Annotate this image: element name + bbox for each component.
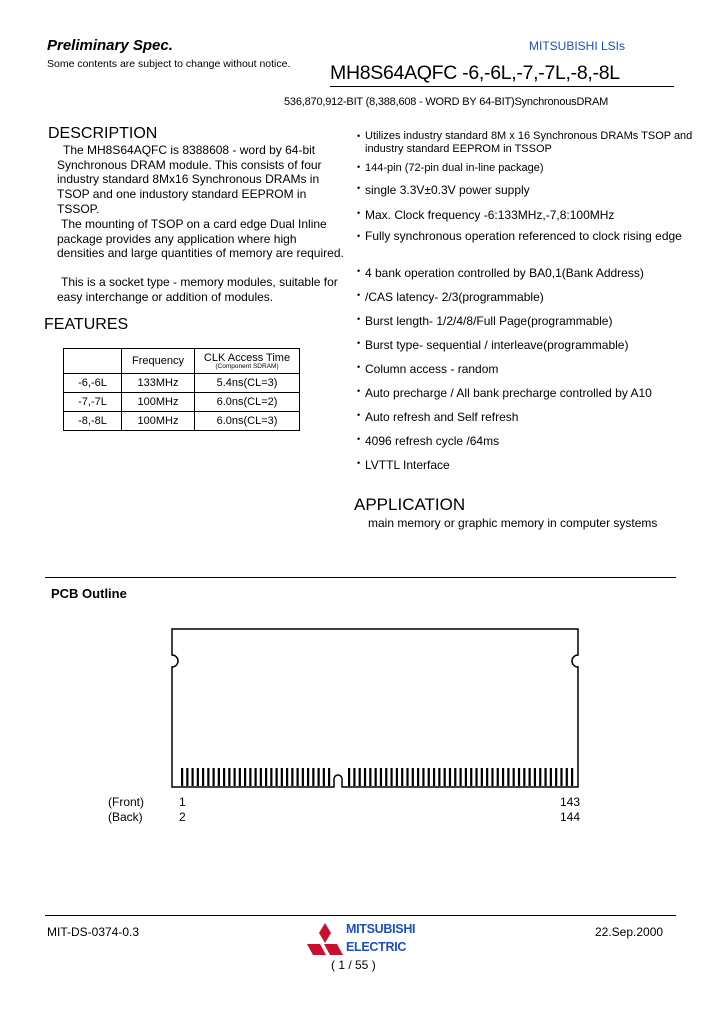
edge-pin [255,768,257,786]
edge-pin [291,768,293,786]
edge-pin [406,768,408,786]
edge-pin [529,768,531,786]
list-item: • 4096 refresh cycle /64ms [357,434,500,448]
table-cell: 6.0ns(CL=3) [195,412,300,431]
document-date: 22.Sep.2000 [595,925,664,939]
edge-pin [318,768,320,786]
edge-pin [270,768,272,786]
feature-text: 4096 refresh cycle /64ms [365,434,500,448]
list-item: • Max. Clock frequency -6:133MHz,-7,8:100MHz [357,208,615,222]
table-cell: 5.4ns(CL=3) [195,374,300,393]
edge-pin [523,768,525,786]
edge-pin [539,768,541,786]
edge-pin [197,768,199,786]
application-text: main memory or graphic memory in computer systems [368,516,658,530]
edge-pin [260,768,262,786]
edge-pin [396,768,398,786]
feature-text: Column access - random [365,362,499,376]
page-number: ( 1 / 55 ) [331,958,376,972]
edge-pin [460,768,462,786]
part-number-title: MH8S64AQFC -6,-6L,-7,-7L,-8,-8L [330,62,620,84]
list-item: • single 3.3V±0.3V power supply [357,183,530,197]
edge-pin [385,768,387,786]
part-subtitle: 536,870,912-BIT (8,388,608 - WORD BY 64-BIT)SynchronousDRAM [284,96,609,108]
edge-pin [550,768,552,786]
edge-pin [192,768,194,786]
table-header-cell: Frequency [122,349,195,374]
table-cell: 100MHz [122,412,195,431]
edge-pin [202,768,204,786]
list-item: • Utilizes industry standard 8M x 16 Synchronous DRAMs TSOP and industry standard EEPROM in TSSOP [357,130,693,155]
edge-pin [244,768,246,786]
table-cell: -6,-6L [64,374,122,393]
features-heading: FEATURES [44,316,129,333]
edge-pin [369,768,371,786]
description-paragraph-3: This is a socket type - memory modules, suitable for easy interchange or addition of modules. [57,275,338,304]
list-item: • Burst type- sequential / interleave(programmable) [357,338,629,352]
feature-text: Fully synchronous operation referenced to clock rising edge [365,229,682,243]
table-cell: 133MHz [122,374,195,393]
list-item: • /CAS latency- 2/3(programmable) [357,290,544,304]
front-last-pin: 143 [560,795,581,809]
edge-pin [444,768,446,786]
list-item: • Auto refresh and Self refresh [357,410,519,424]
edge-pin [312,768,314,786]
preliminary-spec-heading: Preliminary Spec. [47,37,173,54]
feature-text: 144-pin (72-pin dual in-line package) [365,162,544,174]
edge-pin [502,768,504,786]
list-item: • 144-pin (72-pin dual in-line package) [357,162,544,174]
logo-text-mitsubishi: MITSUBISHI [346,922,416,936]
feature-text: Auto refresh and Self refresh [365,410,519,424]
pcb-pin-row [181,768,573,786]
document-id: MIT-DS-0374-0.3 [47,925,140,939]
table-cell: -7,-7L [64,393,122,412]
list-item: • Burst length- 1/2/4/8/Full Page(programmable) [357,314,613,328]
list-item: • 4 bank operation controlled by BA0,1(Bank Address) [357,266,644,280]
edge-pin [428,768,430,786]
feature-text: Auto precharge / All bank precharge controlled by A10 [365,386,652,400]
application-heading: APPLICATION [354,495,466,514]
logo-text-electric: ELECTRIC [346,940,407,954]
description-paragraph-1: The MH8S64AQFC is 8388608 - word by 64-bit Synchronous DRAM module. This consists of four industry standard 8Mx16 Synchronous DRAMs in TSOP and one industory standard EEPROM in TSSOP. [57,143,322,216]
edge-pin [249,768,251,786]
edge-pin [481,768,483,786]
edge-pin [281,768,283,786]
edge-pin [513,768,515,786]
edge-pin [412,768,414,786]
edge-pin [181,768,183,786]
brand-label: MITSUBISHI LSIs [529,39,626,53]
back-first-pin: 2 [179,810,186,824]
edge-pin [207,768,209,786]
edge-pin [465,768,467,786]
feature-text: 4 bank operation controlled by BA0,1(Bank Address) [365,266,644,280]
edge-pin [364,768,366,786]
edge-pin [265,768,267,786]
table-cell: 100MHz [122,393,195,412]
edge-pin [228,768,230,786]
edge-pin [390,768,392,786]
feature-text: Utilizes industry standard 8M x 16 Synchronous DRAMs TSOP and industry standard EEPROM in TSSOP [365,130,693,155]
component-sdram-note: (Component SDRAM) [215,363,279,370]
clk-access-header: CLK Access Time [203,352,291,364]
edge-pin [286,768,288,786]
edge-pin [234,768,236,786]
edge-pin [555,768,557,786]
edge-pin [433,768,435,786]
edge-pin [491,768,493,786]
edge-pin [497,768,499,786]
front-label: (Front) [108,795,144,809]
edge-pin [566,768,568,786]
edge-pin [328,768,330,786]
edge-pin [560,768,562,786]
edge-pin [475,768,477,786]
edge-pin [223,768,225,786]
feature-text: LVTTL Interface [365,458,450,472]
back-label: (Back) [108,810,143,824]
feature-text: single 3.3V±0.3V power supply [365,183,530,197]
list-item: • LVTTL Interface [357,458,450,472]
pcb-board-outline [172,629,578,787]
edge-pin [323,768,325,786]
edge-pin [276,768,278,786]
edge-pin [359,768,361,786]
description-heading: DESCRIPTION [48,125,158,142]
feature-text: Burst type- sequential / interleave(programmable) [365,338,629,352]
edge-pin [544,768,546,786]
footer-rule [45,915,676,916]
edge-pin [486,768,488,786]
edge-pin [534,768,536,786]
pcb-outline-heading: PCB Outline [51,586,127,601]
edge-pin [297,768,299,786]
edge-pin [449,768,451,786]
change-notice: Some contents are subject to change without notice. [47,58,291,70]
edge-pin [375,768,377,786]
edge-pin [571,768,573,786]
edge-pin [454,768,456,786]
feature-text: Max. Clock frequency -6:133MHz,-7,8:100MHz [365,208,615,222]
edge-pin [507,768,509,786]
edge-pin [213,768,215,786]
edge-pin [470,768,472,786]
edge-pin [186,768,188,786]
edge-pin [417,768,419,786]
table-cell: -8,-8L [64,412,122,431]
edge-pin [438,768,440,786]
description-paragraph-2: The mounting of TSOP on a card edge Dual Inline package provides any application where high densities and large quantities of memory are required. [57,217,344,261]
three-diamonds-logo-icon [305,922,345,956]
edge-pin [348,768,350,786]
feature-text: Burst length- 1/2/4/8/Full Page(programmable) [365,314,613,328]
edge-pin [401,768,403,786]
feature-text: /CAS latency- 2/3(programmable) [365,290,544,304]
list-item: • Auto precharge / All bank precharge controlled by A10 [357,386,652,400]
list-item: • Column access - random [357,362,499,376]
edge-pin [518,768,520,786]
back-last-pin: 144 [560,810,581,824]
table-cell: 6.0ns(CL=2) [195,393,300,412]
front-first-pin: 1 [179,795,186,809]
edge-pin [307,768,309,786]
edge-pin [302,768,304,786]
edge-pin [353,768,355,786]
edge-pin [422,768,424,786]
edge-pin [380,768,382,786]
edge-pin [218,768,220,786]
edge-pin [239,768,241,786]
list-item: • Fully synchronous operation referenced to clock rising edge [357,229,682,243]
